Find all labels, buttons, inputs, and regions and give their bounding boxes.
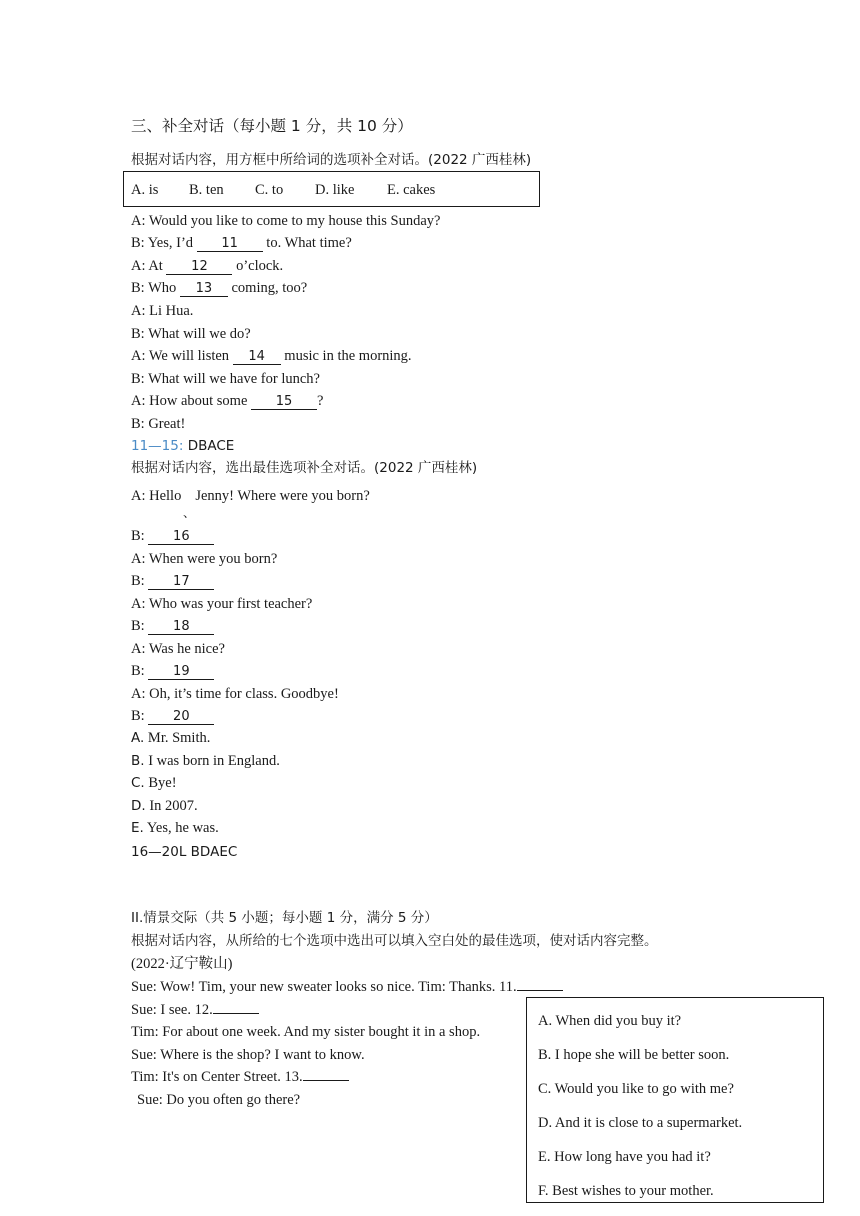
dialogue-line — [131, 640, 225, 658]
dialogue-line — [131, 212, 440, 230]
source-label: (2022·辽宁鞍山) — [131, 956, 233, 972]
dialogue-line — [131, 527, 214, 545]
blank-number: 11 — [197, 236, 263, 252]
line-text: A: Who was your first teacher? — [131, 596, 313, 612]
blank-number: 17 — [148, 574, 214, 590]
line-text: A: We will listen — [131, 348, 233, 364]
dialogue-line — [131, 1068, 349, 1086]
option-item: F. Best wishes to your mother. — [538, 1183, 714, 1199]
blank-number: 15 — [251, 394, 317, 410]
line-text: Tim: It's on Center Street. 13. — [131, 1069, 303, 1085]
dialogue-line — [131, 370, 320, 388]
answer-blank — [517, 978, 563, 991]
choice-text: In 2007. — [145, 798, 198, 814]
dialogue-line — [131, 1023, 480, 1041]
line-text: A: Li Hua. — [131, 303, 194, 319]
dialogue-line — [131, 978, 563, 996]
dialogue-line — [131, 662, 214, 680]
word-option: D. like — [315, 182, 355, 198]
dialogue-line — [131, 234, 352, 252]
blank-number: 19 — [148, 664, 214, 680]
choice-text: Bye! — [144, 775, 177, 791]
option-item: D. And it is close to a supermarket. — [538, 1115, 743, 1131]
blank-number: 13 — [180, 281, 228, 297]
section-title-2: II.情景交际（共 5 小题；每小题 1 分，满分 5 分） — [131, 910, 438, 926]
dialogue-line — [131, 415, 185, 433]
section-title: 三、补全对话（每小题 1 分，共 10 分） — [131, 117, 413, 135]
choice-item — [131, 819, 219, 837]
line-text: A: How about some — [131, 393, 252, 409]
line-text: A: At — [131, 258, 167, 274]
blank-number: 14 — [233, 349, 281, 365]
choice-item — [131, 752, 280, 770]
blank-number: 18 — [148, 619, 214, 635]
section-instruction-2: 根据对话内容，选出最佳选项补全对话。(2022 广西桂林) — [131, 460, 478, 476]
section-instruction: 根据对话内容，用方框中所给词的选项补全对话。(2022 广西桂林) — [131, 152, 532, 168]
section-instruction-3: 根据对话内容，从所给的七个选项中选出可以填入空白处的最佳选项，使对话内容完整。 — [131, 933, 658, 949]
answer-blank — [213, 1001, 259, 1014]
line-text: to. What time? — [262, 235, 352, 251]
comma-mark: 、 — [183, 506, 196, 520]
line-text: coming, too? — [227, 280, 308, 296]
choice-item — [131, 729, 210, 747]
line-text: B: — [131, 663, 149, 679]
option-item: A. When did you buy it? — [538, 1013, 682, 1029]
line-text: B: — [131, 708, 149, 724]
choice-text: Mr. Smith. — [144, 730, 211, 746]
dialogue-line — [137, 1091, 300, 1109]
dialogue-line — [131, 392, 323, 410]
choice-text: Yes, he was. — [143, 820, 219, 836]
dialogue-line — [131, 257, 283, 275]
word-option: C. to — [255, 182, 284, 198]
blank-number: 12 — [166, 259, 232, 275]
line-text: Sue: Where is the shop? I want to know. — [131, 1047, 365, 1063]
line-text: music in the morning. — [280, 348, 412, 364]
choice-letter: A. — [131, 730, 145, 746]
choice-letter: E. — [131, 820, 144, 836]
line-text: o’clock. — [232, 258, 284, 274]
line-text: B: — [131, 528, 149, 544]
line-text: Tim: For about one week. And my sister bought it in a shop. — [131, 1024, 481, 1040]
line-text: B: — [131, 618, 149, 634]
line-text: B: — [131, 573, 149, 589]
dialogue-line — [131, 550, 277, 568]
line-text: B: Yes, I’d — [131, 235, 197, 251]
line-text: ? — [317, 393, 324, 409]
word-option: A. is — [131, 182, 159, 198]
choice-letter: C. — [131, 775, 145, 791]
answer-line: 11—15: DBACE — [131, 438, 235, 454]
choice-item — [131, 774, 177, 792]
option-item: C. Would you like to go with me? — [538, 1081, 734, 1097]
dialogue-line — [131, 685, 339, 703]
dialogue-line — [131, 1046, 365, 1064]
line-text: Sue: I see. 12. — [131, 1002, 213, 1018]
blank-number: 16 — [148, 529, 214, 545]
line-text: B: Who — [131, 280, 180, 296]
dialogue-line — [131, 347, 412, 365]
dialogue-line — [131, 1001, 259, 1019]
dialogue-line — [131, 572, 214, 590]
dialogue-line: A: Hello Jenny! Where were you born? — [131, 488, 370, 504]
blank-number: 20 — [148, 709, 214, 725]
line-text: B: What will we have for lunch? — [131, 371, 320, 387]
line-text: A: Would you like to come to my house this Sunday? — [131, 213, 441, 229]
choice-text: I was born in England. — [144, 753, 280, 769]
choice-item — [131, 797, 198, 815]
word-option: E. cakes — [387, 182, 436, 198]
choice-letter: B. — [131, 753, 145, 769]
line-text: Sue: Do you often go there? — [137, 1092, 301, 1108]
option-item: E. How long have you had it? — [538, 1149, 711, 1165]
word-bank-box — [123, 171, 540, 207]
answer-line-2: 16—20L BDAEC — [131, 844, 238, 860]
dialogue-line — [131, 595, 312, 613]
line-text: A: When were you born? — [131, 551, 278, 567]
line-text: B: Great! — [131, 416, 186, 432]
dialogue-line — [131, 707, 214, 725]
line-text: Sue: Wow! Tim, your new sweater looks so nice. Tim: Thanks. 11. — [131, 979, 517, 995]
line-text: A: Oh, it’s time for class. Goodbye! — [131, 686, 339, 702]
word-option: B. ten — [189, 182, 224, 198]
line-text: A: Was he nice? — [131, 641, 225, 657]
dialogue-line — [131, 325, 251, 343]
option-item: B. I hope she will be better soon. — [538, 1047, 730, 1063]
answer-blank — [303, 1068, 349, 1081]
choice-letter: D. — [131, 798, 146, 814]
options-box — [526, 997, 824, 1203]
dialogue-line — [131, 617, 214, 635]
dialogue-line — [131, 279, 307, 297]
dialogue-line — [131, 302, 193, 320]
line-text: B: What will we do? — [131, 326, 251, 342]
